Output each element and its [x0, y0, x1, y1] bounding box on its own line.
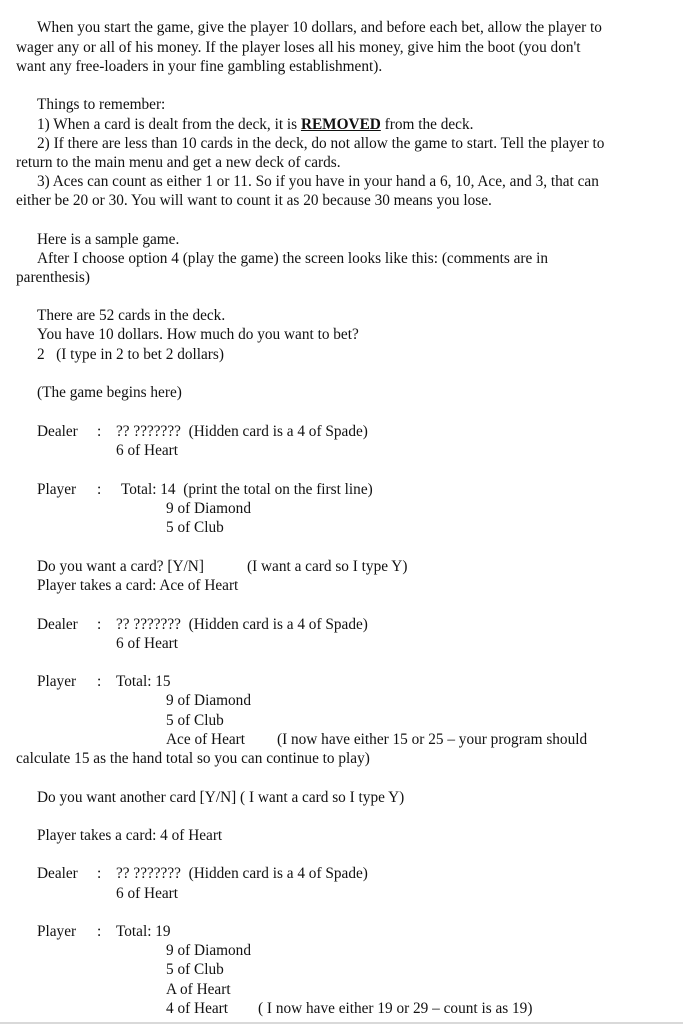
game-begins-line: (The game begins here): [37, 384, 182, 401]
dealer-hidden-line-2: [116, 615, 368, 634]
remember-item-1: [37, 115, 473, 134]
player-label-3: Player: [37, 923, 77, 940]
remember-item-3-line-2: either be 20 or 30. You will want to count it as 20 because 30 means you lose.: [16, 192, 492, 209]
final-comment: ( I now have either 19 or 29 – count is as 19): [258, 1000, 533, 1017]
another-card-prompt: Do you want another card [Y/N]: [37, 789, 237, 806]
player-card-3-2: 5 of Club: [166, 961, 224, 978]
player-label-2: Player: [37, 673, 77, 690]
player-card-1-1: 9 of Diamond: [166, 500, 251, 517]
bet-input-value: 2: [37, 346, 45, 363]
want-card-comment: (I want a card so I type Y): [247, 558, 408, 575]
remember-item-3-line-1: 3) Aces can count as either 1 or 11. So if you have in your hand a 6, 10, Ace, and 3, that can: [37, 173, 599, 190]
dealer-label-1: Dealer: [37, 423, 78, 440]
another-card-line: [37, 788, 404, 807]
total-comment-1: (print the total on the first line): [183, 481, 373, 498]
player-colon-1: :: [97, 481, 102, 498]
ace-comment-line-1: (I now have either 15 or 25 – your program should: [277, 731, 588, 748]
another-card-comment: ( I want a card so I type Y): [240, 789, 405, 806]
hidden-card-1: ?? ???????: [116, 423, 181, 440]
remember-item-1-tail: from the deck.: [380, 116, 474, 133]
removed-emphasis: REMOVED: [300, 116, 381, 133]
remember-item-1-text: 1) When a card is dealt from the deck, it is: [37, 116, 301, 133]
want-card-prompt: Do you want a card? [Y/N]: [37, 558, 204, 575]
ace-comment-line-2: calculate 15 as the hand total so you can continue to play): [16, 750, 370, 767]
player-total-3: Total: 19: [116, 923, 171, 940]
takes-card-2: Player takes a card: 4 of Heart: [37, 827, 223, 844]
player-total-line-1: [121, 480, 373, 499]
hidden-card-3: ?? ???????: [116, 865, 181, 882]
intro-line-3: want any free-loaders in your fine gambling establishment).: [16, 58, 383, 75]
intro-line-2: wager any or all of his money. If the player loses all his money, give him the boot (you don't: [16, 39, 581, 56]
player-colon-3: :: [97, 923, 102, 940]
dealer-hidden-line-1: [116, 422, 368, 441]
hidden-comment-3: (Hidden card is a 4 of Spade): [188, 865, 368, 882]
player-label-1: Player: [37, 481, 77, 498]
dealer-label-3: Dealer: [37, 865, 78, 882]
player-card-2-1: 9 of Diamond: [166, 692, 251, 709]
player-total-2: Total: 15: [116, 673, 171, 690]
cards-in-deck-line: There are 52 cards in the deck.: [37, 307, 226, 324]
dealer-colon-2: :: [97, 616, 102, 633]
sample-heading: Here is a sample game.: [37, 231, 180, 248]
remember-item-2-line-2: return to the main menu and get a new deck of cards.: [16, 154, 341, 171]
player-card-3-3: A of Heart: [166, 981, 231, 998]
sample-line-1: After I choose option 4 (play the game) the screen looks like this: (comments are in: [37, 250, 549, 267]
takes-card-1: Player takes a card: Ace of Heart: [37, 577, 239, 594]
intro-line-1: When you start the game, give the player 10 dollars, and before each bet, allow the player to: [37, 19, 602, 36]
player-total-1: Total: 14: [121, 481, 176, 498]
dealer-colon-1: :: [97, 423, 102, 440]
player-colon-2: :: [97, 673, 102, 690]
dealer-label-2: Dealer: [37, 616, 78, 633]
sample-line-2: parenthesis): [16, 269, 90, 286]
remember-heading: Things to remember:: [37, 96, 166, 113]
dealer-hidden-line-3: [116, 864, 368, 883]
bet-input-line: [37, 345, 224, 364]
bet-prompt-line: You have 10 dollars. How much do you want to bet?: [37, 326, 359, 343]
player-card-3-4: 4 of Heart: [166, 1000, 229, 1017]
player-card-1-2: 5 of Club: [166, 519, 224, 536]
player-card-2-2: 5 of Club: [166, 712, 224, 729]
bet-comment: (I type in 2 to bet 2 dollars): [56, 346, 224, 363]
hidden-comment-1: (Hidden card is a 4 of Spade): [188, 423, 368, 440]
hidden-comment-2: (Hidden card is a 4 of Spade): [188, 616, 368, 633]
player-card-2-3: Ace of Heart: [166, 731, 245, 748]
player-card-3-1: 9 of Diamond: [166, 942, 251, 959]
dealer-colon-3: :: [97, 865, 102, 882]
dealer-up-card-1: 6 of Heart: [116, 442, 179, 459]
dealer-up-card-2: 6 of Heart: [116, 635, 179, 652]
dealer-up-card-3: 6 of Heart: [116, 885, 179, 902]
hidden-card-2: ?? ???????: [116, 616, 181, 633]
remember-item-2-line-1: 2) If there are less than 10 cards in the deck, do not allow the game to start. Tell the player to: [37, 135, 605, 152]
